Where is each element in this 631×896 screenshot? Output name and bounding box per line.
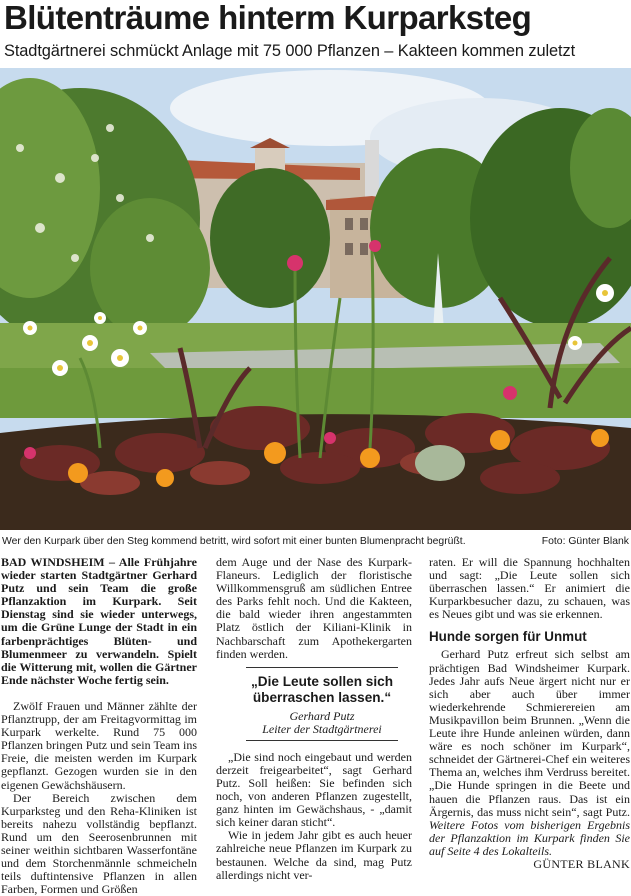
author-byline: GÜNTER BLANK xyxy=(533,856,630,871)
more-photos-note: Weitere Fotos vom bisherigen Ergebnis der Pflanzaktion im Kurpark finden Sie auf Seite 4 des Lokalteils. xyxy=(429,817,630,858)
pull-quote-name: Gerhard Putz xyxy=(289,708,355,723)
column-3 xyxy=(429,555,630,871)
photo-credit: Foto: Günter Blank xyxy=(541,536,629,547)
headline: Blütenträume hinterm Kurparksteg xyxy=(4,0,532,36)
body-paragraph: „Die sind noch eingebaut und werden derzeit freigearbeitet“, sagt Gerhard Putz. Soll heißen: Sie befinden sich noch, von anderen Pflanzen zugestellt, ganz hinten im Gewächshaus, - „damit sich keiner daran sticht“. xyxy=(216,749,412,830)
pull-quote-role: Leiter der Stadtgärtnerei xyxy=(262,721,382,736)
column-1 xyxy=(1,555,197,896)
pull-quote xyxy=(246,667,398,741)
body-paragraph: Der Bereich zwischen dem Kurparksteg und den Reha-Kliniken ist bereits nahezu vollständig bepflanzt. Rund um den Seerosenbrunnen mit seiner weithin sichtbaren Wasserfontäne und dem Storchenmännle schmeicheln teils duftintensive Pflanzen in allen Farben, Formen und Größen xyxy=(1,790,197,896)
column-2 xyxy=(216,555,412,882)
lead-paragraph: BAD WINDSHEIM – Alle Frühjahre wieder starten Stadtgärtner Gerhard Putz und sein Team die große Pflanzaktion im Kurpark. Seit Dienstag sind sie wieder unterwegs, um die Grüne Lunge der Stadt in ein farbenprächtiges Blüten- und Blumenmeer zu verwandeln. Spielt die Witterung mit, wollen die Gärtner Ende nächster Woche fertig sein. xyxy=(1,555,197,687)
photo-caption xyxy=(2,534,629,550)
article-photo xyxy=(0,68,631,530)
body-text: Gerhard Putz erfreut sich selbst am prächtigen Bad Windsheimer Kurpark. Jedes Jahr aufs Neue ärgert nicht nur er sich aber auch über immer wiederkehrende Schmierereien am Musikpavillon beim Brunnen. „Wenn die Leute ihre Hunde anleinen würden, dann wäre es noch schöner im Kurpark“, schneidet der Gärtnerei-Chef ein weiteres Thema an, welches ihm Verdruss bereitet. „Die Hunde springen in die Beete und hauen die Pflanzen raus. Das ist ein Ärgernis, das muss nicht sein“, sagt Putz. xyxy=(429,647,630,819)
pull-quote-text: „Die Leute sollen sich überraschen lassen.“ xyxy=(250,673,394,705)
body-paragraph xyxy=(429,647,630,871)
caption-text: Wer den Kurpark über den Steg kommend betritt, wird sofort mit einer bunten Blumenpracht begrüßt. xyxy=(2,536,466,547)
body-paragraph: Wie in jedem Jahr gibt es auch heuer zahlreiche neue Pflanzen im Kurpark zu bestaunen. Welche da sind, mag Putz allerdings nicht ver- xyxy=(216,828,412,882)
section-subheading: Hunde sorgen für Unmut xyxy=(429,629,587,645)
body-paragraph: raten. Er will die Spannung hochhalten und sagt: „Die Leute sollen sich überraschen lassen.“ Er animiert die Kurparkbesucher dazu, zu schauen, was es Neues gibt und was sie erkennen. xyxy=(429,555,630,622)
body-paragraph: dem Auge und der Nase des Kurpark-Flaneurs. Lediglich der floristische Willkommensgruß am südlichen Entree des Parks fehlt noch. Und die Kakteen, die bald wieder ihren angestammten Platz östlich der Kiliani-Klinik in Nachbarschaft zum Apothekergarten finden werden. xyxy=(216,555,412,661)
body-paragraph: Zwölf Frauen und Männer zählte der Pflanztrupp, der am Freitagvormittag im Kurpark werkelte. Rund 75 000 Pflanzen bringen Putz und sein Team ins Freie, die meisten werden im Kurpark gepflanzt. Gezogen wurden sie in den eigenen Gewächshäusern. xyxy=(1,698,197,792)
subheadline: Stadtgärtnerei schmückt Anlage mit 75 000 Pflanzen – Kakteen kommen zuletzt xyxy=(4,42,576,60)
